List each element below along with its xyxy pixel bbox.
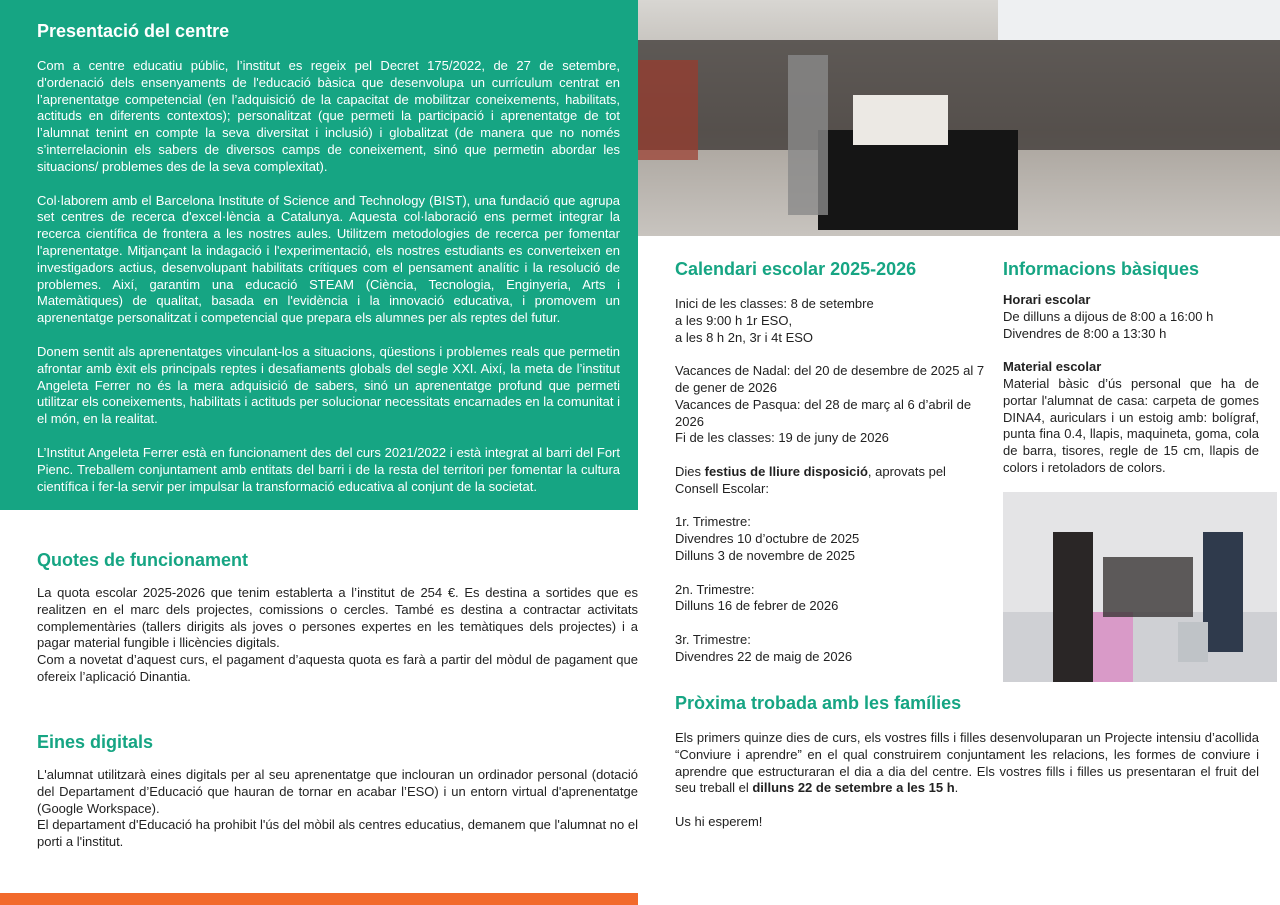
trimestre-date: Dilluns 3 de novembre de 2025 — [675, 547, 855, 563]
material-text: Material bàsic d’ús personal que ha de portar l'alumnat de casa: carpeta de gomes DINA4, auriculars i un estoig amb: bolígraf, punta fina 0.4, llapis, maquineta, goma, cola de barra, tisores, regle de 15 cm, llapis de colors i retoladors de colors. — [1003, 375, 1259, 475]
trobada-closing: Us hi esperem! — [675, 813, 763, 829]
trobada-section — [675, 692, 1259, 831]
calendari-section — [675, 258, 985, 666]
calendari-line: Inici de les classes: 8 de setembre — [675, 296, 874, 311]
calendari-line: a les 8 h 2n, 3r i 4t ESO — [675, 329, 814, 345]
eines-title: Eines digitals — [37, 732, 154, 752]
horari-line: Divendres de 8:00 a 13:30 h — [1003, 325, 1167, 341]
eines-paragraph: El departament d'Educació ha prohibit l'ús del mòbil als centres educatius, demanem que l'alumnat no el porti a l'institut. — [37, 817, 638, 850]
material-title: Material escolar — [1003, 359, 1102, 375]
festius-intro: Dies festius de lliure disposició, aprovats pel Consell Escolar: — [675, 463, 946, 496]
presentacio-section — [0, 0, 638, 510]
footer-bar — [0, 893, 638, 905]
trimestre-label: 1r. Trimestre: — [675, 514, 751, 530]
calendari-line: Vacances de Pasqua: del 28 de març al 6 d’abril de 2026 — [675, 396, 972, 429]
trobada-title: Pròxima trobada amb les famílies — [675, 693, 962, 713]
presentacio-paragraph: L’Institut Angeleta Ferrer està en funcionament des del curs 2021/2022 i està integrat al barri del Fort Pienc. Treballem conjuntament amb entitats del barri i de la resta del territori per fomentar la cultura científica i fer-la servir per impulsar la transformació educativa al conjunt de la societat. — [37, 444, 620, 494]
lab-photo — [1003, 492, 1277, 682]
presentacio-paragraph: Donem sentit als aprenentatges vinculant-los a situacions, qüestions i problemes reals que permetin afrontar amb èxit els principals reptes i desafiaments globals del segle XXI. Així, la meta de l’institut Angeleta Ferrer no és la mera adquisició de sabers, sinó un aprenentatge profund que permeti utilitzar els coneixements, habilitats i actituds per solucionar necessitats encarnades en la comunitat i el món, en la realitat. — [37, 343, 620, 427]
trimestre-label: 3r. Trimestre: — [675, 631, 751, 647]
trimestre-label: 2n. Trimestre: — [675, 581, 755, 597]
info-section — [1003, 258, 1259, 477]
eines-paragraph: L'alumnat utilitzarà eines digitals per al seu aprenentatge que inclouran un ordinador personal (dotació del Departament d’Educació que hauran de tornar en acabar l’ESO) i un entorn virtual d'aprenentatge (Google Workspace). — [37, 767, 638, 816]
quotes-section — [37, 549, 638, 686]
calendari-title: Calendari escolar 2025-2026 — [675, 259, 917, 279]
horari-line: De dilluns a dijous de 8:00 a 16:00 h — [1003, 308, 1214, 324]
info-title: Informacions bàsiques — [1003, 259, 1200, 279]
trimestre-date: Dilluns 16 de febrer de 2026 — [675, 598, 839, 614]
quotes-title: Quotes de funcionament — [37, 550, 249, 570]
horari-title: Horari escolar — [1003, 292, 1091, 307]
quotes-paragraph: La quota escolar 2025-2026 que tenim establerta a l’institut de 254 €. Es destina a sortides que es realitzen en el marc dels projectes, comissions o cercles. També es destina a contractar activitats complementàries (tallers dirigits als joves o persones expertes en les temàtiques dels projectes) i a pagar material fungible i llicències digitals. — [37, 585, 638, 651]
eines-section — [37, 731, 638, 851]
event-photo — [638, 0, 1280, 236]
presentacio-paragraph: Col·laborem amb el Barcelona Institute of Science and Technology (BIST), una fundació que agrupa set centres de recerca d'excel·lència a Catalunya. Aquesta col·laboració ens permet integrar la recerca científica de frontera a les nostres aules. Utilitzem metodologies de recerca per fomentar l'aprenentatge. Mitjançant la indagació i l'experimentació, els nostres estudiants es converteixen en investigadors actius, desenvolupant habilitats crítiques com el pensament analític i la resolució de problemes. Així, garantim una educació STEAM (Ciència, Tecnologia, Enginyeria, Arts i Matemàtiques) de qualitat, basada en l'evidència i la innovació educativa, i promovem un aprenentatge personalitzat i competencial que prepara els alumnes per als reptes del futur. — [37, 192, 620, 326]
presentacio-title: Presentació del centre — [37, 21, 230, 41]
calendari-line: a les 9:00 h 1r ESO, — [675, 312, 793, 328]
presentacio-paragraph: Com a centre educatiu públic, l’institut es regeix pel Decret 175/2022, de 27 de setembre, d'ordenació dels ensenyaments de l'educació bàsica que desenvolupa un currículum centrat en l’aprenentatge competencial (en l’adquisició de la capacitat de mobilitzar coneixements, habilitats, actituds en diferents contextos); personalitzat (que permeti la participació i aprenentatge de tot l’alumnat tenint en compte la seva diversitat i inclusió) i globalitzat (de manera que no només s’interrelacionin els sabers de diversos camps de coneixement, sinó que permetin abordar les situacions/ problemes des de la seva complexitat). — [37, 58, 620, 174]
trobada-text: Els primers quinze dies de curs, els vostres fills i filles desenvoluparan un Projecte intensiu d’acollida “Conviure i aprendre” en el qual construirem conjuntament les relacions, les formes de conviure i aprendre que estructuraran el dia a dia del centre. Els vostres fills i filles us presentaran el fruit del seu treball el dilluns 22 de setembre a les 15 h. — [675, 730, 1259, 796]
calendari-line: Vacances de Nadal: del 20 de desembre de 2025 al 7 de gener de 2026 — [675, 363, 985, 395]
quotes-paragraph: Com a novetat d’aquest curs, el pagament d’aquesta quota es farà a partir del mòdul de pagament que ofereix l’aplicació Dinantia. — [37, 652, 638, 684]
calendari-line: Fi de les classes: 19 de juny de 2026 — [675, 430, 889, 446]
trimestre-date: Divendres 22 de maig de 2026 — [675, 648, 853, 664]
trimestre-date: Divendres 10 d’octubre de 2025 — [675, 531, 860, 547]
